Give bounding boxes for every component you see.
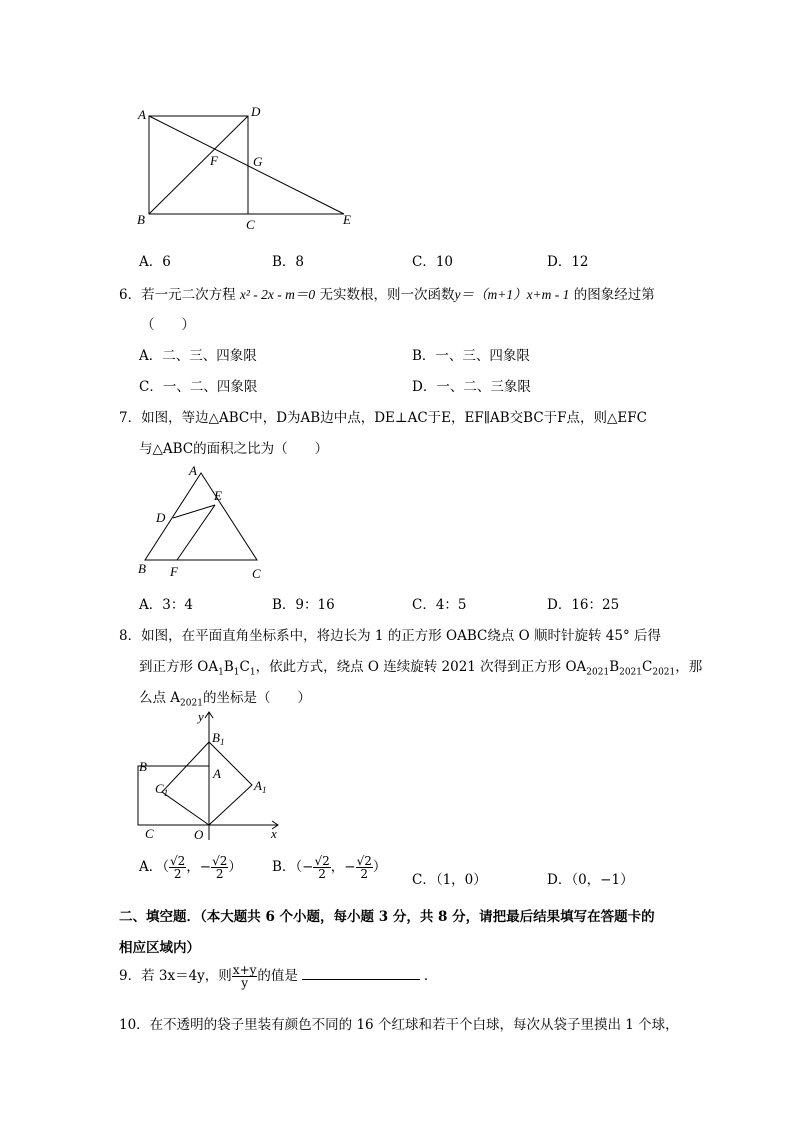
q6-function: y＝（m+1）x+m - 1 <box>454 287 570 302</box>
q8-option-d[interactable]: D．（0，−1） <box>547 872 634 888</box>
label-F: F <box>210 153 218 168</box>
q7-option-c[interactable]: C．4：5 <box>412 597 467 613</box>
label-C: C <box>252 566 261 581</box>
q6-text-b: 无实数根，则一次函数 <box>319 287 455 303</box>
label-A: A <box>213 766 221 781</box>
section2-heading-cont: 相应区域内） <box>119 940 200 956</box>
section2-heading: 二、填空题．（本大题共 6 个小题，每小题 3 分，共 8 分，请把最后结果填写在答题卡的 <box>119 909 655 925</box>
q6-option-c[interactable]: C．一、二、四象限 <box>139 379 258 395</box>
label-O: O <box>194 827 204 842</box>
label-x: x <box>271 826 277 841</box>
label-A: A <box>189 463 197 478</box>
q6-equation: x² - 2x - m＝0 <box>239 287 316 302</box>
label-D: D <box>156 510 166 525</box>
label-B1: $B_1$ <box>212 730 225 747</box>
q10-stem: 10．在不透明的袋子里装有颜色不同的 16 个红球和若干个白球，每次从袋子里摸出 1 个球， <box>119 1017 679 1033</box>
q6-text-c: 的图象经过第 <box>573 287 655 303</box>
q7-option-a[interactable]: A．3：4 <box>139 597 193 613</box>
q8-option-a[interactable]: A．（ $\frac{√2}{2}$ ，− $\frac{√2}{2}$ ） <box>139 854 242 881</box>
label-B: B <box>139 759 147 774</box>
label-D: D <box>251 104 261 119</box>
q6-number: 6． <box>119 287 142 303</box>
label-C1: $C_1$ <box>155 781 169 798</box>
q5-option-b[interactable]: B．8 <box>272 254 305 270</box>
q6-option-b[interactable]: B．一、三、四象限 <box>412 348 530 364</box>
q8-figure <box>130 705 290 845</box>
label-G: G <box>253 154 263 169</box>
label-A1: $A_1$ <box>254 778 267 795</box>
q9-fraction: $\frac{x+y}{y}$ <box>232 963 257 990</box>
label-E: E <box>214 488 222 503</box>
q5-option-a[interactable]: A．6 <box>139 254 171 270</box>
q8-option-b[interactable]: B．（− $\frac{√2}{2}$ ，− $\frac{√2}{2}$ ） <box>272 854 387 881</box>
q5-figure <box>130 100 370 235</box>
label-F: F <box>170 564 178 579</box>
q6-stem <box>119 283 655 303</box>
q7-option-b[interactable]: B．9：16 <box>272 597 335 613</box>
q7-figure <box>130 462 280 582</box>
label-B: B <box>138 561 146 576</box>
q9-stem: 9．若 3x＝4y，则 $\frac{x+y}{y}$ 的值是 ． <box>119 963 438 990</box>
label-A: A <box>138 107 146 122</box>
q8-line2: 到正方形 $OA_1B_1C_1$，依此方式，绕点 O 连续旋转 2021 次得到正方形 $OA_{2021}B_{2021}C_{2021}$，那 <box>139 659 703 678</box>
q5-option-d[interactable]: D．12 <box>547 254 589 270</box>
label-y: y <box>198 709 204 724</box>
q8-line1: 8．如图，在平面直角坐标系中，将边长为 1 的正方形 OABC绕点 O 顺时针旋转 45° 后得 <box>119 628 662 644</box>
q5-option-c[interactable]: C．10 <box>412 254 454 270</box>
label-C: C <box>246 217 255 232</box>
q7-option-d[interactable]: D．16：25 <box>547 597 620 613</box>
label-B: B <box>137 212 145 227</box>
label-E: E <box>343 212 351 227</box>
q6-text-a: 若一元二次方程 <box>141 287 236 303</box>
q8-option-c[interactable]: C．（1，0） <box>412 872 487 888</box>
q8-line3: 么点 $A_{2021}$的坐标是（ ） <box>139 690 311 709</box>
q9-answer-blank[interactable] <box>302 967 420 980</box>
label-C: C <box>145 826 154 841</box>
q7-line2: 与△ABC的面积之比为（ ） <box>139 441 329 457</box>
q6-option-a[interactable]: A．二、三、四象限 <box>139 348 257 364</box>
q6-option-d[interactable]: D．一、二、三象限 <box>412 379 531 395</box>
q6-paren: （ ） <box>141 317 195 333</box>
q7-line1: 7．如图，等边△ABC中，D为AB边中点，DE⊥AC于E，EF∥AB交BC于F点，则△EFC <box>119 410 647 426</box>
